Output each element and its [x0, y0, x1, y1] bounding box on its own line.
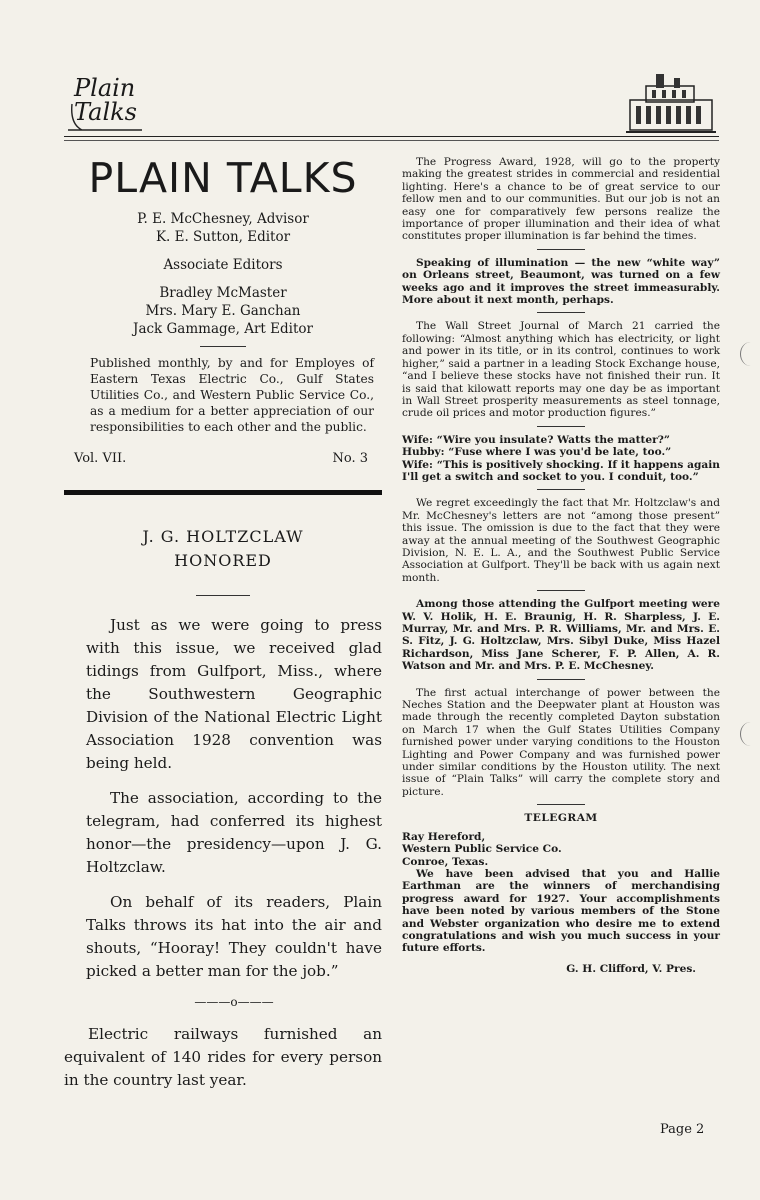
- associate-editor: Jack Gammage, Art Editor: [133, 321, 313, 337]
- headline-line-1: J. G. HOLTZCLAW: [142, 527, 304, 546]
- white-way-item: Speaking of illumination — the new “white way” on Orleans street, Beaumont, was turned on a few weeks ago and it improves the street immeasurably. More about it next month, perhaps.: [402, 256, 720, 307]
- joke-line: Wife: “This is positively shocking. If it happens again I'll get a switch and socket to you. I conduit, too.”: [402, 458, 720, 483]
- progress-award-item: The Progress Award, 1928, will go to the property making the greatest strides in commercial and residential lighting. Here's a chance to be of great service to our fellow men and to our communities. But our job is not an easy one for comparatively few persons realize the importance of proper illumination and their idea of what constitutes proper illumination is far behind the times.: [402, 156, 720, 243]
- editor: K. E. Sutton, Editor: [155, 229, 291, 245]
- divider: [537, 426, 585, 427]
- thick-divider: [64, 490, 382, 495]
- associate-editor: Bradley McMaster: [159, 285, 287, 301]
- issue-number: No. 3: [332, 451, 368, 466]
- divider: [200, 346, 246, 347]
- telegram-addressee: Ray Hereford,: [402, 830, 486, 843]
- railways-note: [64, 1023, 382, 1092]
- page-number: Page 2: [660, 1122, 705, 1137]
- joke-line: Hubby: “Fuse where I was you'd be late, too.”: [402, 446, 672, 459]
- header-rule-thin: [64, 140, 719, 141]
- joke-line: Wife: “Wire you insulate? Watts the matter?”: [402, 433, 670, 446]
- telegram-message: We have been advised that you and Hallie Earthman are the winners of merchandising progress award for 1927. Your accomplishments have been noted by various members of the Stone and Webster organization who desire me to extend congratulations and wish you much success in your future efforts.: [402, 867, 720, 955]
- divider: [537, 679, 585, 680]
- article-paragraph: Just as we were going to press with this issue, we received glad tidings from Gulfport, Miss., where the Southwestern Geographic Division of the National Electric Light Association 1928 convention was being held.: [86, 616, 382, 772]
- divider: [537, 804, 585, 805]
- telegram-city: Conroe, Texas.: [402, 855, 489, 868]
- plain-talks-logo: [68, 74, 148, 136]
- logo-line-2: Talks: [74, 98, 137, 126]
- telegram-signature: G. H. Clifford, V. Pres.: [566, 962, 696, 975]
- wall-street-item: The Wall Street Journal of March 21 carried the following: “Almost anything which has electricity, or light and power in its title, or in its control, continues to work higher,” said a partner in a leading Stock Exchange house, “and I believe these stocks have not finished their run. It is said that kilowatt reports may one day be as important in Wall Street prosperity measurements as steel tonnage, crude oil prices and motor production figures.”: [402, 320, 720, 420]
- volume: Vol. VII.: [74, 451, 127, 466]
- left-column: [64, 150, 382, 1092]
- article-paragraph: On behalf of its readers, Plain Talks throws its hat into the air and shouts, “Hooray! They couldn't have picked a better man for the job.”: [86, 893, 382, 980]
- divider: [196, 595, 250, 596]
- header-rule: [64, 136, 719, 137]
- divider: [537, 249, 585, 250]
- divider: [537, 312, 585, 313]
- divider: [537, 489, 585, 490]
- railways-paragraph: Electric railways furnished an equivalent of 140 rides for every person in the country last year.: [64, 1025, 382, 1089]
- article-headline: [64, 525, 382, 573]
- regret-item: We regret exceedingly the fact that Mr. Holtzclaw's and Mr. McChesney's letters are not “among those present” this issue. The omission is due to the fact that they were away at the annual meeting of the Southwest Geographic Division, N. E. L. A., and the Southwest Public Service Association at Gulfport. They'll be back with us again next month.: [402, 497, 720, 584]
- divider: [537, 590, 585, 591]
- article-paragraph: The association, according to the telegram, had conferred its highest honor—the presidency—upon J. G. Holtzclaw.: [86, 789, 382, 876]
- o-separator: ———o———: [194, 995, 274, 1009]
- joke-item: [402, 434, 720, 484]
- binder-hole-mark: [740, 342, 760, 366]
- right-column: [402, 156, 720, 975]
- headline-line-2: HONORED: [174, 551, 272, 570]
- advisor: P. E. McChesney, Advisor: [137, 211, 309, 227]
- logo-flourish: [68, 74, 148, 136]
- gulfport-meeting-item: Among those attending the Gulfport meeting were W. V. Holik, H. E. Braunig, H. R. Sharpless, J. E. Murray, Mr. and Mrs. P. R. Williams, Mr. and Mrs. E. S. Fitz, J. G. Holtzclaw, Mrs. Sibyl Duke, Miss Hazel Richardson, Miss Jane Scherer, F. P. Allen, A. R. Watson and Mr. and Mrs. P. E. McChesney.: [402, 598, 720, 673]
- power-plant-building-icon: [626, 70, 716, 134]
- telegram-company: Western Public Service Co.: [402, 843, 562, 856]
- article-body: [64, 614, 382, 983]
- associate-editors-heading: Associate Editors: [163, 257, 283, 273]
- telegram-heading: TELEGRAM: [524, 812, 598, 825]
- volume-row: [74, 451, 368, 466]
- binder-hole-mark: [740, 722, 760, 746]
- associate-editor: Mrs. Mary E. Ganchan: [145, 303, 301, 319]
- publication-note: Published monthly, by and for Employes of Eastern Texas Electric Co., Gulf States Utilities Co., and Western Public Service Co., as a medium for a better appreciation of our responsibilities to each other and the public.: [90, 356, 374, 434]
- interchange-item: The first actual interchange of power between the Neches Station and the Deepwater plant at Houston was made through the recently completed Dayton substation on March 17 when the Gulf States Utilities Company furnished power under varying conditions to the Houston Lighting and Power Company and was furnished power under similar conditions by the Houston utility. The next issue of “Plain Talks” will carry the complete story and picture.: [402, 686, 720, 798]
- logo-line-1: Plain: [74, 74, 136, 102]
- masthead-title: PLAIN TALKS: [88, 154, 358, 202]
